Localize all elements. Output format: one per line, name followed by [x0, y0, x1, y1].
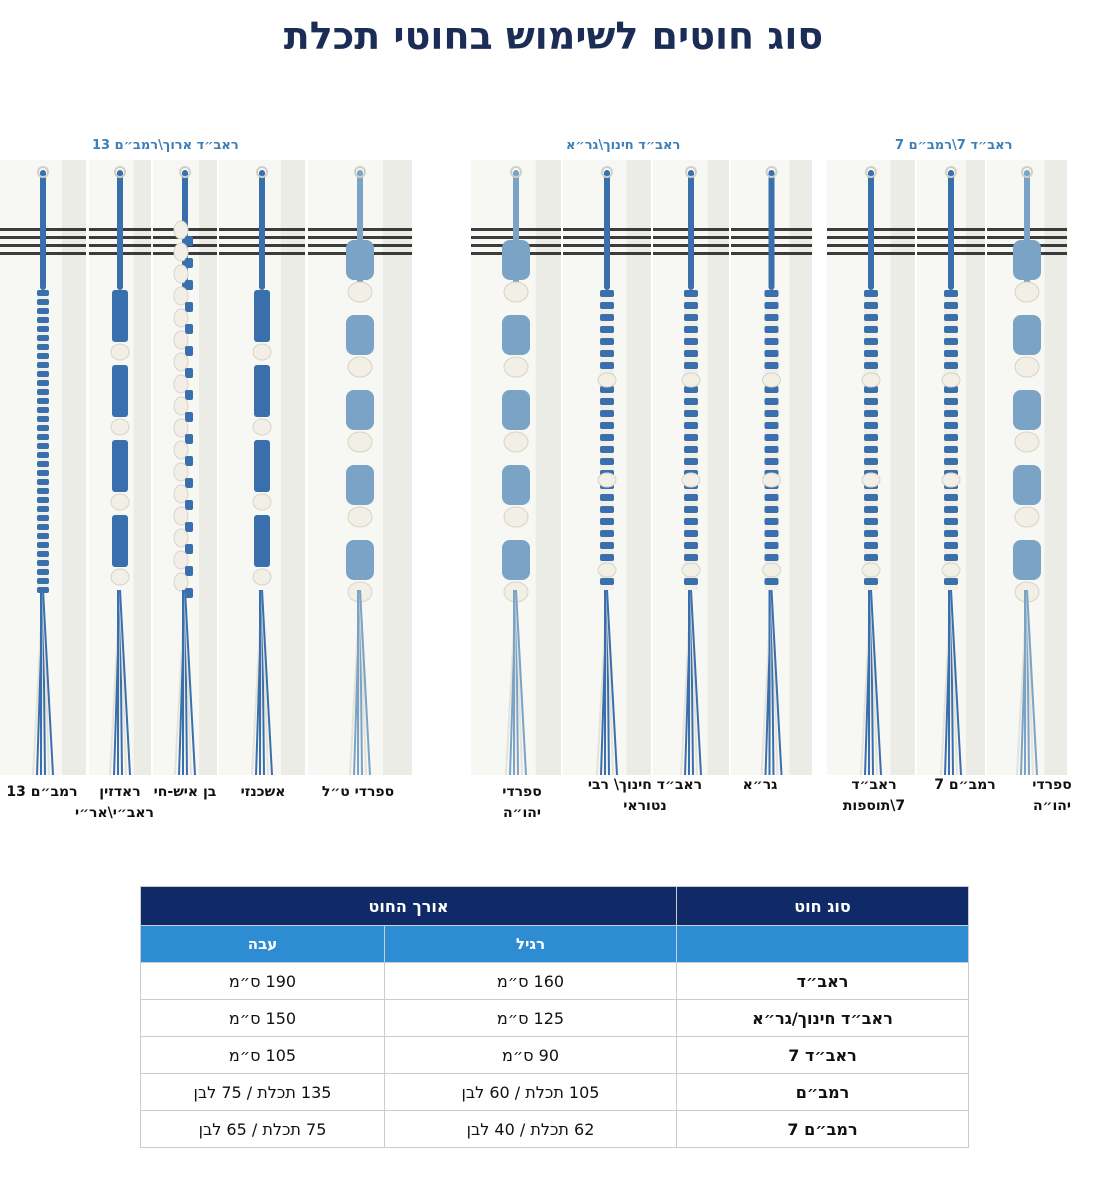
group-caption-long: ראב״ד ארוך\רמב״ם 13	[92, 138, 239, 153]
subheader-type	[677, 926, 969, 963]
photo-label-ashkenazi: אשכנזי	[240, 784, 286, 800]
table-row	[141, 1111, 969, 1148]
tzitzit-photo-rambam-7	[917, 160, 985, 775]
photo-label-rambam-7: רמב״ם 7	[934, 777, 996, 793]
tzitzit-illustration	[219, 160, 305, 775]
photo-label-sephardi-yhvh-b: ספרדי יהו״ה	[1032, 777, 1072, 814]
cell-regular: 125 ס״מ	[385, 1000, 677, 1037]
tzitzit-illustration	[731, 160, 812, 775]
tzitzit-illustration	[987, 160, 1067, 775]
cell-type: רמב״ם	[677, 1074, 969, 1111]
tzitzit-photo-raavad-7	[827, 160, 915, 775]
table-row	[141, 1074, 969, 1111]
tzitzit-photo-sephardi-tal	[308, 160, 412, 775]
cell-thick: 135 תכלת / 75 לבן	[141, 1074, 385, 1111]
photo-label-sephardi-yhvh-a: ספרדי יהו״ה	[502, 784, 542, 821]
header-thread-length: אורך החוט	[141, 887, 677, 926]
photo-label-raavad-7: ראב״ד 7\תוספות	[842, 777, 906, 814]
photo-label-gra: גר״א	[742, 777, 778, 793]
cell-thick: 190 ס״מ	[141, 963, 385, 1000]
cell-thick: 75 תכלת / 65 לבן	[141, 1111, 385, 1148]
tzitzit-illustration	[827, 160, 915, 775]
tzitzit-photo-raavad-chinuch	[563, 160, 651, 775]
table-row	[141, 1000, 969, 1037]
table-row	[141, 1037, 969, 1074]
tzitzit-illustration	[653, 160, 729, 775]
photo-label-ben-ish-chai: בן איש-חי	[153, 784, 217, 800]
tzitzit-illustration	[563, 160, 651, 775]
photo-label-sephardi-tal: ספרדי ט״ל	[321, 784, 395, 800]
tzitzit-photo-ben-ish-chai	[153, 160, 217, 775]
tzitzit-photo-group-chinuch	[471, 160, 812, 775]
tzitzit-photo-gra	[731, 160, 812, 775]
tzitzit-illustration	[153, 160, 217, 775]
cell-regular: 160 ס״מ	[385, 963, 677, 1000]
header-thread-type: סוג חוט	[677, 887, 969, 926]
cell-thick: 105 ס״מ	[141, 1037, 385, 1074]
tzitzit-photo-group-seven	[827, 160, 1067, 775]
tzitzit-photo-ashkenazi	[219, 160, 305, 775]
tzitzit-illustration	[471, 160, 561, 775]
cell-regular: 90 ס״מ	[385, 1037, 677, 1074]
photo-label-radzin: ראדזין ראב״י\אר״י	[74, 784, 154, 821]
cell-type: ראב״ד	[677, 963, 969, 1000]
group-caption-chinuch: ראב״ד חינוך\גר״א	[566, 138, 681, 153]
cell-type: רמב״ם 7	[677, 1111, 969, 1148]
tzitzit-photo-chinuch-2	[653, 160, 729, 775]
tzitzit-illustration	[0, 160, 86, 775]
tzitzit-photo-group-long	[0, 160, 412, 775]
tzitzit-illustration	[308, 160, 412, 775]
tzitzit-photo-rambam-13	[0, 160, 86, 775]
subheader-thick: עבה	[141, 926, 385, 963]
photo-label-raavad-chinuch: ראב״ד חינוך\ רבי נטוראי	[587, 777, 703, 814]
table-row	[141, 963, 969, 1000]
tzitzit-photo-sephardi-yhvh-b	[987, 160, 1067, 775]
tzitzit-photo-sephardi-yhvh-a	[471, 160, 561, 775]
page-title: סוג חוטים לשימוש בחוטי תכלת	[283, 14, 824, 58]
cell-thick: 150 ס״מ	[141, 1000, 385, 1037]
cell-type: ראב״ד חינוך/גר״א	[677, 1000, 969, 1037]
tzitzit-photo-radzin	[89, 160, 151, 775]
cell-regular: 62 תכלת / 40 לבן	[385, 1111, 677, 1148]
thread-length-table	[140, 886, 968, 1148]
tzitzit-illustration	[917, 160, 985, 775]
photo-label-rambam-13: רמב״ם 13	[6, 784, 78, 800]
cell-type: ראב״ד 7	[677, 1037, 969, 1074]
group-caption-seven: ראב״ד 7\רמב״ם 7	[895, 138, 1013, 153]
tzitzit-illustration	[89, 160, 151, 775]
subheader-regular: רגיל	[385, 926, 677, 963]
cell-regular: 105 תכלת / 60 לבן	[385, 1074, 677, 1111]
